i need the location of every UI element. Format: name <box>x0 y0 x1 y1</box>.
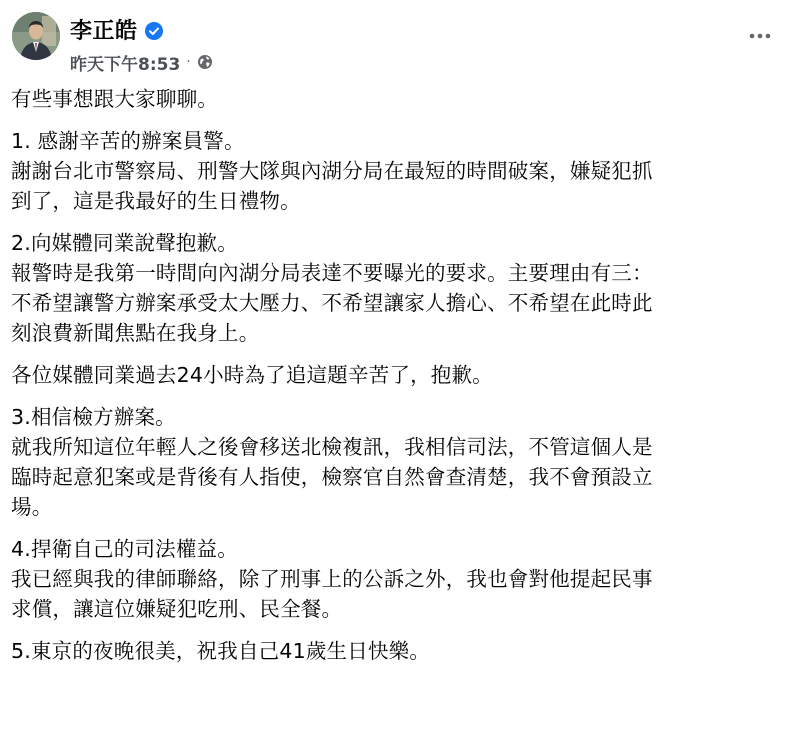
post-text-line: 求償，讓這位嫌疑犯吃刑、民全餐。 <box>11 597 343 621</box>
post-text-line: 3.相信檢方辦案。 <box>11 405 176 429</box>
author-name-row <box>70 14 163 44</box>
post-text-line: 臨時起意犯案或是背後有人指使，檢察官自然會查清楚，我不會預設立 <box>11 465 653 489</box>
post-text-line: 1. 感謝辛苦的辦案員警。 <box>11 129 245 153</box>
author-avatar[interactable] <box>12 12 60 60</box>
post-text-line: 我已經與我的律師聯絡，除了刑事上的公訴之外，我也會對他提起民事 <box>11 567 653 591</box>
post-text-line: 有些事想跟大家聊聊。 <box>11 87 218 111</box>
post-paragraph-1 <box>11 126 791 216</box>
post-text-line: 各位媒體同業過去24小時為了追這題辛苦了，抱歉。 <box>11 363 493 387</box>
post-header <box>12 12 788 75</box>
post-paragraph-intro <box>11 84 791 114</box>
globe-icon[interactable] <box>197 54 213 70</box>
post-text-line: 報警時是我第一時間向內湖分局表達不要曝光的要求。主要理由有三： <box>11 261 653 285</box>
post-text-line: 謝謝台北市警察局、刑警大隊與內湖分局在最短的時間破案，嫌疑犯抓 <box>11 159 653 183</box>
post-paragraph-4 <box>11 534 791 624</box>
post-text-line: 不希望讓警方辦案承受太大壓力、不希望讓家人擔心、不希望在此時此 <box>11 291 653 315</box>
post-paragraph-2 <box>11 228 791 348</box>
post-text-line: 到了，這是我最好的生日禮物。 <box>11 189 301 213</box>
post-body <box>11 84 791 678</box>
post-text-line: 4.捍衛自己的司法權益。 <box>11 537 238 561</box>
post-text-line: 2.向媒體同業說聲抱歉。 <box>11 231 238 255</box>
avatar-photo <box>12 12 60 60</box>
post-paragraph-3 <box>11 402 791 522</box>
post-paragraph-2b <box>11 360 791 390</box>
verified-badge-icon <box>145 22 163 40</box>
post-meta <box>70 50 213 74</box>
post-paragraph-5 <box>11 636 791 666</box>
post-text-line: 就我所知這位年輕人之後會移送北檢複訊，我相信司法，不管這個人是 <box>11 435 653 459</box>
post-text-line: 場。 <box>11 495 53 519</box>
more-options-button[interactable] <box>746 26 774 46</box>
post-timestamp[interactable]: 昨天下午8:53 <box>70 54 181 75</box>
more-horizontal-icon <box>746 26 774 46</box>
post-text-line: 刻浪費新聞焦點在我身上。 <box>11 321 260 345</box>
author-name[interactable]: 李正皓 <box>70 18 138 44</box>
meta-separator: · <box>186 54 191 70</box>
post-text-line: 5.東京的夜晚很美，祝我自己41歲生日快樂。 <box>11 639 431 663</box>
